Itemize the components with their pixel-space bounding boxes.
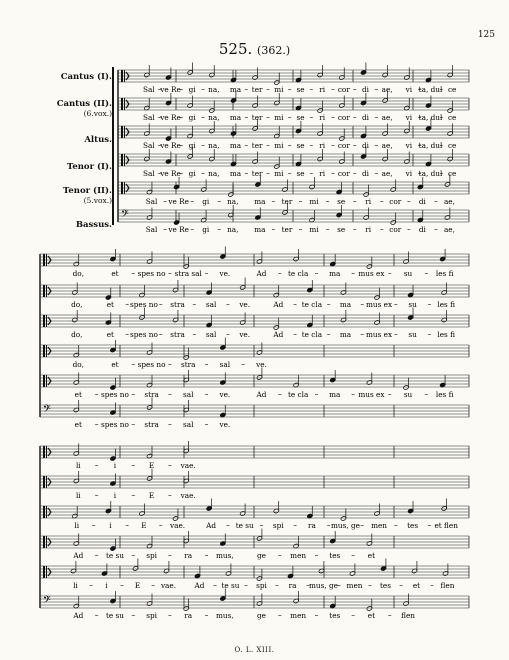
lyric-syllable: ri [319, 169, 326, 178]
lyric-syllable: vae. [180, 461, 196, 470]
lyric-syllable: gi [188, 141, 196, 150]
lyric-syllable: les fi [435, 269, 454, 278]
voice-label-tenor-1: Tenor (I). [66, 162, 112, 172]
lyric-syllable: ge [257, 611, 266, 620]
c-clef [43, 375, 45, 387]
lyric-syllable: se [337, 197, 346, 206]
c-clef [43, 345, 45, 357]
lyric-syllable: ma [254, 197, 266, 206]
c-clef [43, 476, 45, 488]
lyric-syllable: E [134, 581, 141, 590]
lyric-syllable: ta, dul [418, 169, 443, 178]
lyric-syllable: ra [184, 611, 193, 620]
c-clef [43, 446, 45, 458]
lyric-syllable: spes no [101, 420, 129, 429]
lyric-syllable: mi [274, 169, 284, 178]
lyric-syllable: ae, [381, 141, 393, 150]
lyric-syllable: su [408, 300, 417, 309]
lyric-syllable: ri [319, 141, 326, 150]
c-clef [46, 375, 47, 387]
lyric-syllable: spi [256, 581, 267, 590]
lyric-syllable: ve. [256, 360, 267, 369]
lyric-syllable: flen [440, 581, 455, 590]
lyric-syllable: ve Re [168, 197, 189, 206]
lyric-syllable: di [418, 225, 426, 234]
lyric-syllable: spes no [137, 360, 166, 369]
lyric-syllable: cor [389, 225, 402, 234]
lyric-syllable: Ad [273, 300, 284, 309]
lyric-syllable: ta, dul [418, 113, 443, 122]
c-clef [43, 285, 45, 297]
c-clef [43, 315, 45, 327]
lyric-syllable: cor [389, 197, 402, 206]
lyric-syllable: mus, ge [309, 581, 338, 590]
c-clef [43, 506, 45, 518]
lyric-syllable: vi [405, 113, 413, 122]
lyric-syllable: spes no [130, 300, 158, 309]
lyric-syllable: Ad [206, 521, 217, 530]
lyric-syllable: mus ex [365, 330, 393, 339]
lyric-syllable: mi [309, 197, 319, 206]
lyric-syllable: gi [188, 169, 196, 178]
lyric-syllable: sal [183, 390, 194, 399]
voice-label-cantus-2: Cantus (II). (6.vox.) [56, 99, 112, 118]
lyric-syllable: di [361, 85, 370, 94]
lyric-syllable: te su [221, 581, 240, 590]
lyric-syllable: te cla [301, 300, 323, 309]
lyric-syllable: ma [339, 330, 352, 339]
lyric-syllable: di [361, 169, 370, 178]
lyric-syllable: su [408, 330, 417, 339]
lyric-syllable: men [346, 581, 363, 590]
lyric-syllable: na, [208, 141, 220, 150]
lyric-syllable: et [111, 269, 119, 278]
lyric-syllable: ce [447, 141, 457, 150]
lyric-syllable: te cla [287, 390, 309, 399]
lyric-syllable: mus ex [358, 269, 385, 278]
lyric-syllable: ta, dul [418, 141, 443, 150]
c-clef [46, 506, 47, 518]
lyric-syllable: vi [405, 169, 413, 178]
lyric-syllable: sal [205, 300, 217, 309]
lyric-syllable: ce [447, 85, 457, 94]
lyric-syllable: sal [219, 360, 231, 369]
lyric-syllable: ra [184, 551, 193, 560]
lyric-syllable: ma [339, 300, 352, 309]
c-clef [124, 154, 125, 166]
lyric-syllable: do, [72, 269, 85, 278]
lyric-syllable: spes no [130, 330, 158, 339]
lyric-syllable: ra [288, 581, 297, 590]
bass-clef: 𝄢 [43, 403, 51, 417]
lyric-syllable: vae. [169, 521, 186, 530]
c-clef [121, 70, 123, 82]
lyric-syllable: se [296, 113, 305, 122]
lyric-syllable: se [296, 141, 305, 150]
lyric-syllable: sal [205, 330, 217, 339]
lyric-syllable: stra [170, 330, 185, 339]
lyric-syllable: gi [202, 225, 210, 234]
c-clef [124, 182, 125, 194]
lyric-syllable: mi [274, 141, 284, 150]
lyric-syllable: na, [208, 85, 220, 94]
c-clef [46, 254, 47, 266]
lyric-syllable: et flen [434, 521, 458, 530]
lyric-syllable: na, [227, 225, 239, 234]
lyric-syllable: se [337, 225, 346, 234]
lyric-syllable: ter [281, 197, 293, 206]
lyric-syllable: na, [208, 169, 220, 178]
lyric-syllable: Ad [256, 390, 267, 399]
lyric-syllable: ri [365, 197, 372, 206]
lyric-syllable: ma [229, 141, 242, 150]
lyric-syllable: spi [272, 521, 284, 530]
lyric-syllable: et [412, 581, 421, 590]
lyric-syllable: mus, [216, 551, 234, 560]
c-clef [121, 182, 123, 194]
lyric-syllable: mus, ge [330, 521, 360, 530]
lyric-syllable: vi [405, 141, 413, 150]
lyric-syllable: i [113, 461, 117, 470]
lyric-syllable: ve Re [160, 113, 181, 122]
lyric-syllable: cor [337, 113, 350, 122]
lyric-syllable: et [111, 360, 119, 369]
c-clef [121, 126, 123, 138]
lyric-syllable: ter [251, 85, 263, 94]
bass-clef: 𝄢 [43, 594, 51, 608]
lyric-syllable: E [141, 521, 147, 530]
c-clef [43, 566, 45, 578]
lyric-syllable: do, [71, 300, 83, 309]
lyric-syllable: stra [180, 360, 196, 369]
lyric-syllable: Ad [273, 330, 284, 339]
lyric-syllable: gi [202, 197, 210, 206]
lyric-syllable: mi [309, 225, 319, 234]
lyric-syllable: ter [251, 141, 263, 150]
lyric-syllable: Ad [73, 611, 84, 620]
lyric-syllable: vi [405, 85, 413, 94]
piece-number: 525. [218, 40, 253, 58]
lyric-syllable: i [105, 581, 108, 590]
lyric-syllable: ve. [239, 330, 251, 339]
lyric-syllable: Sal [142, 85, 155, 94]
lyric-syllable: tes [329, 611, 341, 620]
lyric-syllable: Ad [73, 551, 84, 560]
c-clef [124, 70, 125, 82]
lyric-syllable: ta, dul [418, 85, 443, 94]
lyric-syllable: li [74, 521, 80, 530]
lyric-syllable: stra [144, 420, 159, 429]
lyric-syllable: ri [319, 113, 326, 122]
voice-label-cantus-1: Cantus (I). [60, 72, 112, 82]
lyric-syllable: di [361, 113, 370, 122]
c-clef [124, 126, 125, 138]
lyric-syllable: Sal [142, 169, 155, 178]
lyric-syllable: ter [251, 113, 263, 122]
voice-label-altus: Altus. [84, 135, 112, 145]
c-clef [46, 446, 47, 458]
lyric-syllable: di [361, 141, 370, 150]
lyric-syllable: do, [72, 360, 85, 369]
lyric-syllable: gi [188, 113, 196, 122]
c-clef [121, 98, 123, 110]
lyric-syllable: ra [307, 521, 316, 530]
lyric-syllable: men [371, 521, 388, 530]
lyric-syllable: stra sal [174, 269, 202, 278]
lyric-syllable: do, [71, 330, 83, 339]
lyric-syllable: ae, [443, 225, 455, 234]
lyric-syllable: mi [274, 113, 284, 122]
c-clef [121, 154, 123, 166]
page-footer: O. L. XIII. [234, 646, 275, 654]
lyric-syllable: tes [407, 521, 419, 530]
lyric-syllable: ve. [239, 300, 251, 309]
lyric-syllable: Sal [145, 197, 158, 206]
c-clef [46, 566, 47, 578]
lyric-syllable: ma [254, 225, 266, 234]
lyric-syllable: mus ex [358, 390, 385, 399]
lyric-syllable: li [75, 491, 81, 500]
lyric-syllable: men [290, 611, 307, 620]
lyric-syllable: ae, [381, 113, 393, 122]
lyric-syllable: spi [146, 551, 157, 560]
lyric-syllable: su [403, 269, 413, 278]
lyric-syllable: spi [146, 611, 157, 620]
lyric-syllable: ma [229, 113, 242, 122]
lyric-syllable: tes [380, 581, 391, 590]
lyric-syllable: ae, [443, 197, 455, 206]
lyric-syllable: Sal [145, 225, 158, 234]
c-clef [46, 345, 47, 357]
lyric-syllable: mi [274, 85, 284, 94]
c-clef [43, 536, 45, 548]
c-clef [46, 476, 47, 488]
bass-clef: 𝄢 [121, 208, 129, 222]
lyric-syllable: te su [105, 551, 124, 560]
lyric-syllable: li [75, 461, 81, 470]
lyric-syllable: Ad [256, 269, 267, 278]
lyric-syllable: vae. [180, 491, 196, 500]
lyric-syllable: et [74, 420, 82, 429]
lyric-syllable: te su [235, 521, 254, 530]
lyric-syllable: i [109, 521, 112, 530]
lyric-syllable: les fi [437, 300, 456, 309]
lyric-syllable: stra [170, 300, 185, 309]
lyric-syllable: ae, [381, 169, 393, 178]
lyric-syllable: ma [329, 269, 341, 278]
lyric-syllable: ve Re [160, 169, 181, 178]
lyric-syllable: flen [401, 611, 415, 620]
lyric-syllable: ae, [381, 85, 393, 94]
lyric-syllable: sal [183, 420, 194, 429]
lyric-syllable: ge [257, 551, 266, 560]
lyric-syllable: E [148, 491, 155, 500]
lyric-syllable: ter [281, 225, 293, 234]
lyric-syllable: ma [229, 169, 242, 178]
lyric-syllable: et [367, 611, 376, 620]
c-clef [46, 536, 47, 548]
lyric-syllable: te cla [301, 330, 323, 339]
lyric-syllable: et [106, 330, 115, 339]
lyric-syllable: tes [329, 551, 341, 560]
lyric-syllable: et [106, 300, 115, 309]
voice-label-bassus: Bassus. [75, 220, 112, 230]
lyric-syllable: ve. [219, 390, 231, 399]
lyric-syllable: men [290, 551, 307, 560]
lyric-syllable: mus ex [365, 300, 393, 309]
c-clef [46, 315, 47, 327]
lyric-syllable: di [418, 197, 426, 206]
c-clef [43, 254, 45, 266]
lyric-syllable: ve Re [160, 85, 181, 94]
lyric-syllable: se [296, 85, 305, 94]
lyric-syllable: ve Re [160, 141, 181, 150]
voice-label-tenor-2: Tenor (II). (5.vox.) [63, 186, 112, 205]
lyric-syllable: ce [447, 113, 457, 122]
lyric-syllable: ma [329, 390, 341, 399]
lyric-syllable: ve. [219, 269, 231, 278]
lyric-syllable: cor [337, 141, 350, 150]
lyric-syllable: ri [365, 225, 372, 234]
c-clef [124, 98, 125, 110]
lyric-syllable: ce [447, 169, 457, 178]
lyric-syllable: mus, [216, 611, 234, 620]
lyric-syllable: na, [227, 197, 239, 206]
lyric-syllable: Sal [142, 141, 155, 150]
lyric-syllable: li [73, 581, 78, 590]
lyric-syllable: ve. [219, 420, 231, 429]
lyric-syllable: spes no [137, 269, 166, 278]
lyric-syllable: ve Re [168, 225, 189, 234]
lyric-syllable: te cla [287, 269, 309, 278]
lyric-syllable: cor [337, 169, 350, 178]
lyric-syllable: et [74, 390, 82, 399]
lyric-syllable: ma [229, 85, 242, 94]
lyric-syllable: te su [105, 611, 124, 620]
piece-reference: (362.) [257, 44, 291, 57]
lyric-syllable: stra [144, 390, 159, 399]
lyric-syllable: ter [251, 169, 263, 178]
lyric-syllable: su [403, 390, 413, 399]
lyric-syllable: les fi [435, 390, 454, 399]
lyric-syllable: vae. [160, 581, 177, 590]
c-clef [46, 285, 47, 297]
lyric-syllable: et [367, 551, 376, 560]
lyric-syllable: na, [208, 113, 220, 122]
lyric-syllable: Ad [194, 581, 205, 590]
lyric-syllable: i [113, 491, 117, 500]
lyric-syllable: spes no [101, 390, 129, 399]
lyric-syllable: E [148, 461, 155, 470]
lyric-syllable: se [296, 169, 305, 178]
lyric-syllable: Sal [142, 113, 155, 122]
lyric-syllable: gi [188, 85, 196, 94]
lyric-syllable: les fi [437, 330, 456, 339]
page-number: 125 [477, 30, 495, 40]
lyric-syllable: cor [337, 85, 350, 94]
lyric-syllable: ri [319, 85, 326, 94]
